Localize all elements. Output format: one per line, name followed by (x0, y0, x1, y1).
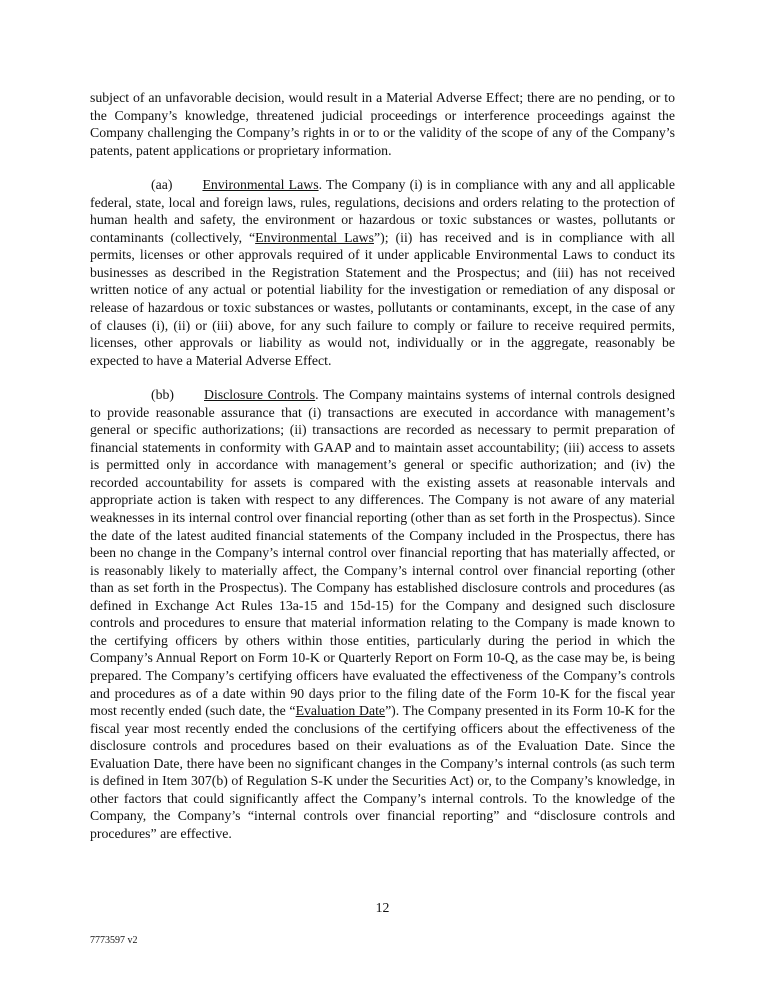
section-bb-text-2: ”). The Company presented in its Form 10-K for the fiscal year most recently ended the conclusions of the certifying officers about the effectiveness of the disclosure controls and procedures based on their evaluations as of the Evaluation Date. Since the Evaluation Date, there have been no significant changes in the Company’s internal controls (as such term is defined in Item 307(b) of Regulation S-K under the Securities Act) or, to the Company’s knowledge, in other factors that could significantly affect the Company’s internal controls. To the knowledge of the Company, the Company’s “internal controls over financial reporting” and “disclosure controls and procedures” are effective. (90, 703, 675, 841)
section-bb-text-1: . The Company maintains systems of internal controls designed to provide reasonable assurance that (i) transactions are executed in accordance with management’s general or specific authorizations; (ii) transactions are recorded as necessary to permit preparation of financial statements in conformity with GAAP and to maintain asset accountability; (iii) access to assets is permitted only in accordance with management’s general or specific authorization; and (iv) the recorded accountability for assets is compared with the existing assets at reasonable intervals and appropriate action is taken with respect to any differences. The Company is not aware of any material weaknesses in its internal control over financial reporting (other than as set forth in the Prospectus). Since the date of the latest audited financial statements of the Company included in the Prospectus, there has been no change in the Company’s internal control over financial reporting that has materially affected, or is reasonably likely to materially affect, the Company’s internal control over financial reporting (other than as set forth in the Prospectus). The Company has established disclosure controls and procedures (as defined in Exchange Act Rules 13a-15 and 15d-15) for the Company and designed such disclosure controls and procedures to ensure that material information relating to the Company is made known to the certifying officers by others within those entities, particularly during the period in which the Company’s Annual Report on Form 10-K or Quarterly Report on Form 10-Q, as the case may be, is being prepared. The Company’s certifying officers have evaluated the effectiveness of the Company’s controls and procedures as of a date within 90 days prior to the filing date of the Form 10-K for the fiscal year most recently ended (such date, the “ (90, 387, 676, 719)
section-bb-defined-term: Evaluation Date (295, 703, 386, 719)
section-aa-heading: Environmental Laws (202, 177, 319, 193)
document-id: 7773597 v2 (90, 935, 138, 946)
intro-paragraph: subject of an unfavorable decision, would result in a Material Adverse Effect; there are no pending, or to the Company’s knowledge, threatened judicial proceedings or interference proceedings against the Company challenging the Company’s rights in or to or the validity of the scope of any of the Company’s patents, patent applications or proprietary information. (90, 90, 675, 158)
section-aa-paragraph (90, 176, 675, 369)
section-bb-paragraph (90, 386, 675, 842)
section-aa-text-1: . The Company (i) is in compliance with any and all applicable federal, state, local and foreign laws, rules, regulations, decisions and orders relating to the protection of human health and safety, the environment or hazardous or toxic substances or wastes, pollutants or contaminants (collectively, “ (90, 177, 676, 245)
section-aa-text-2: ”); (ii) has received and is in compliance with all permits, licenses or other approvals required of it under applicable Environmental Laws to conduct its businesses as described in the Registration Statement and the Prospectus; and (iii) has not received written notice of any actual or potential liability for the investigation or remediation of any disposal or release of hazardous or toxic substances or wastes, pollutants or contaminants, except, in the case of any of clauses (i), (ii) or (iii) above, for any such failure to comply or failure to receive required permits, licenses, other approvals or liability as would not, individually or in the aggregate, reasonably be expected to have a Material Adverse Effect. (90, 229, 676, 368)
section-aa-label: (aa) (151, 177, 173, 193)
section-bb-label: (bb) (151, 387, 174, 403)
document-body (90, 89, 675, 859)
section-aa-defined-term: Environmental Laws (255, 229, 374, 245)
section-bb-heading: Disclosure Controls (204, 387, 316, 403)
page-number: 12 (375, 900, 390, 915)
